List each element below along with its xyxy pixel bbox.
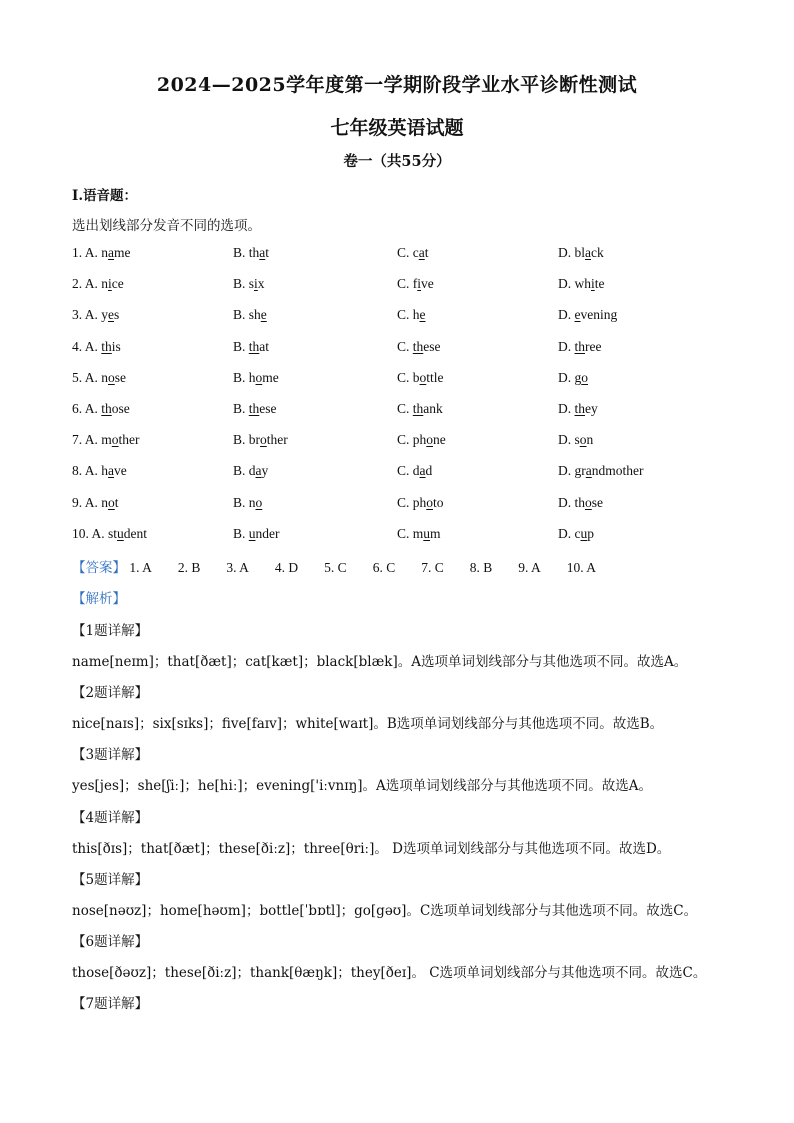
exam-subtitle: 七年级英语试题: [330, 117, 464, 139]
option-label: C.: [397, 307, 410, 323]
underlined-letters: o: [579, 432, 587, 448]
option-label: D.: [558, 245, 572, 260]
word-suffix: ve: [114, 463, 127, 479]
option-label: A.: [84, 307, 98, 323]
option-label: A.: [84, 338, 98, 354]
underlined-letters: o: [426, 494, 434, 510]
word-prefix: n: [101, 494, 109, 510]
question-number: 3.: [72, 307, 83, 323]
question-number: 10.: [72, 525, 89, 541]
answer-item: 1. A: [129, 560, 152, 575]
underlined-letters: a: [108, 245, 115, 260]
option-d: [558, 401, 598, 417]
analysis-label: 【解析】: [72, 591, 126, 607]
answer-line: [72, 556, 596, 576]
detail-text: yes[jes]；she[ʃiː]；he[hiː]；evening['iːvnɪŋ]。A选项单词划线部分与其他选项不同。故选A。: [72, 778, 653, 795]
underlined-letters: o: [426, 432, 434, 448]
option-c: [397, 245, 429, 261]
word-suffix: ese: [423, 338, 441, 354]
answer-label: 【答案】: [72, 560, 126, 576]
word-prefix: ph: [412, 432, 427, 448]
word-prefix: n: [101, 369, 109, 385]
answer-item: 7. C: [421, 560, 444, 575]
question-row: [0, 307, 794, 327]
word-suffix: n: [586, 432, 594, 448]
word-suffix: te: [594, 276, 605, 292]
word-suffix: ce: [111, 276, 124, 292]
word-suffix: d: [425, 463, 433, 479]
option-a: [72, 401, 130, 417]
option-label: C.: [397, 245, 410, 260]
underlined-letters: a: [255, 463, 262, 479]
underlined-letters: o: [581, 369, 588, 385]
word-prefix: st: [108, 525, 118, 541]
word-prefix: h: [412, 307, 420, 323]
option-label: C.: [397, 276, 410, 292]
word-suffix: t: [265, 245, 270, 260]
option-d: [558, 495, 603, 511]
option-a: [72, 432, 140, 448]
word-suffix: s: [114, 307, 120, 323]
word-prefix: gr: [574, 463, 586, 479]
option-label: C.: [397, 494, 410, 510]
word-suffix: ne: [433, 432, 446, 448]
word-suffix: y: [261, 463, 269, 479]
option-a: [72, 276, 124, 292]
word-prefix: th: [574, 494, 586, 510]
option-label: C.: [397, 525, 410, 541]
underlined-letters: i: [254, 276, 258, 292]
underlined-letters: o: [108, 494, 115, 510]
underlined-letters: a: [585, 463, 592, 479]
question-row: [0, 495, 794, 515]
option-label: B.: [233, 369, 246, 385]
underlined-letters: th: [412, 338, 424, 354]
word-suffix: x: [257, 276, 265, 292]
word-suffix: dent: [123, 525, 148, 541]
detail-heading: 【2题详解】: [72, 685, 149, 702]
section-heading: Ⅰ.语音题：: [72, 188, 138, 204]
option-label: A.: [84, 432, 98, 448]
option-label: D.: [558, 276, 572, 292]
word-suffix: se: [114, 369, 127, 385]
underlined-letters: e: [108, 307, 115, 323]
option-label: B.: [233, 494, 246, 510]
word-prefix: n: [248, 494, 256, 510]
word-prefix: s: [248, 276, 255, 292]
word-suffix: at: [259, 338, 270, 354]
word-suffix: t: [114, 494, 119, 510]
word-suffix: nder: [255, 525, 280, 541]
word-suffix: ther: [118, 432, 140, 448]
option-a: [72, 245, 131, 261]
option-c: [397, 339, 441, 355]
word-prefix: f: [412, 276, 418, 292]
word-prefix: c: [574, 525, 581, 541]
question-number: 5.: [72, 369, 83, 385]
word-prefix: m: [412, 525, 424, 541]
question-number: 8.: [72, 463, 83, 479]
word-prefix: b: [412, 369, 420, 385]
detail-text: nose[nəʊz]；home[həʊm]；bottle[ˈbɒtl]；go[gəʊ]。C选项单词划线部分与其他选项不同。故选C。: [72, 902, 698, 919]
word-prefix: d: [248, 463, 256, 479]
word-prefix: th: [248, 245, 260, 260]
question-row: [0, 432, 794, 452]
word-prefix: bl: [574, 245, 586, 260]
option-label: B.: [233, 338, 246, 354]
option-label: C.: [397, 432, 410, 448]
question-number: 6.: [72, 401, 83, 416]
detail-heading: 【5题详解】: [72, 871, 149, 888]
option-b: [233, 432, 288, 448]
answer-item: 10. A: [566, 560, 597, 575]
question-number: 1.: [72, 245, 83, 260]
option-label: D.: [558, 307, 572, 323]
detail-text: those[ðəʊz]；these[ðiːz]；thank[θæŋk]；they[ðeɪ]。 C选项单词划线部分与其他选项不同。故选C。: [72, 965, 707, 981]
word-suffix: ree: [585, 338, 602, 354]
detail-text: nice[naɪs]；six[sɪks]；five[faɪv]；white[waɪt]。B选项单词划线部分与其他选项不同。故选B。: [72, 716, 664, 733]
option-label: B.: [233, 463, 246, 479]
underlined-letters: e: [574, 307, 581, 323]
option-b: [233, 245, 269, 261]
question-row: [0, 245, 794, 265]
detail-text: this[ðɪs]；that[ðæt]；these[ðiːz]；three[θriː]。 D选项单词划线部分与其他选项不同。故选D。: [72, 840, 671, 857]
option-label: C.: [397, 338, 410, 354]
word-suffix: ose: [111, 401, 130, 416]
underlined-letters: th: [248, 338, 260, 354]
word-prefix: g: [574, 369, 582, 385]
option-c: [397, 526, 441, 542]
word-suffix: me: [262, 369, 279, 385]
answer-items: [129, 560, 596, 575]
option-d: [558, 245, 604, 261]
underlined-letters: u: [248, 525, 256, 541]
word-suffix: ther: [266, 432, 288, 448]
option-label: B.: [233, 525, 246, 541]
underlined-letters: a: [418, 245, 425, 260]
option-a: [72, 370, 126, 386]
section-instruction: 选出划线部分发音不同的选项。: [72, 218, 261, 234]
option-d: [558, 370, 588, 386]
word-prefix: wh: [574, 276, 591, 292]
word-suffix: m: [430, 525, 441, 541]
option-a: [72, 526, 147, 542]
word-prefix: n: [101, 245, 109, 260]
word-prefix: n: [101, 276, 109, 292]
word-suffix: ttle: [426, 369, 444, 385]
option-label: B.: [233, 307, 246, 323]
word-prefix: y: [101, 307, 109, 323]
underlined-letters: i: [108, 276, 112, 292]
underlined-letters: th: [574, 401, 586, 416]
answer-item: 4. D: [274, 560, 299, 575]
option-a: [72, 463, 127, 479]
word-prefix: h: [248, 369, 256, 385]
underlined-letters: a: [419, 463, 426, 479]
option-b: [233, 370, 279, 386]
question-number: 7.: [72, 432, 83, 448]
option-label: A.: [84, 401, 98, 416]
option-c: [397, 495, 444, 511]
underlined-letters: th: [101, 401, 112, 416]
word-prefix: c: [412, 245, 419, 260]
answer-item: 6. C: [372, 560, 396, 575]
underlined-letters: o: [111, 432, 119, 448]
underlined-letters: a: [108, 463, 115, 479]
option-label: B.: [233, 432, 246, 448]
option-label: D.: [558, 494, 572, 510]
underlined-letters: th: [248, 401, 260, 416]
word-prefix: br: [248, 432, 261, 448]
option-label: B.: [233, 245, 246, 260]
underlined-letters: o: [255, 494, 263, 510]
option-label: B.: [233, 401, 246, 416]
option-d: [558, 526, 594, 542]
underlined-letters: i: [591, 276, 595, 292]
option-c: [397, 463, 432, 479]
option-label: B.: [233, 276, 246, 292]
answer-item: 2. B: [177, 560, 201, 575]
option-c: [397, 307, 426, 323]
question-number: 4.: [72, 338, 83, 354]
answer-item: 8. B: [469, 560, 493, 575]
word-suffix: to: [433, 494, 444, 510]
word-suffix: ve: [421, 276, 434, 292]
underlined-letters: o: [585, 494, 592, 510]
option-d: [558, 339, 602, 355]
option-d: [558, 307, 617, 323]
option-a: [72, 307, 119, 323]
option-d: [558, 276, 605, 292]
detail-text: name[neɪm]；that[ðæt]；cat[kæt]；black[blæk]。A选项单词划线部分与其他选项不同。故选A。: [72, 654, 688, 670]
word-suffix: is: [111, 338, 121, 354]
word-prefix: ph: [412, 494, 427, 510]
word-prefix: h: [101, 463, 109, 479]
underlined-letters: th: [412, 401, 424, 416]
word-suffix: ndmother: [591, 463, 644, 479]
option-label: D.: [558, 525, 572, 541]
option-label: D.: [558, 369, 572, 385]
answer-item: 9. A: [518, 560, 541, 575]
underlined-letters: e: [260, 307, 267, 323]
option-label: A.: [84, 494, 98, 510]
volume-label: 卷一（共55分）: [343, 153, 451, 170]
option-b: [233, 401, 277, 417]
underlined-letters: o: [255, 369, 263, 385]
underlined-letters: u: [423, 525, 431, 541]
word-prefix: m: [101, 432, 112, 448]
word-suffix: ey: [585, 401, 598, 416]
option-b: [233, 526, 280, 542]
question-number: 9.: [72, 494, 83, 510]
word-suffix: me: [114, 245, 131, 260]
option-label: A.: [84, 245, 98, 260]
option-b: [233, 307, 267, 323]
option-b: [233, 495, 262, 511]
option-label: D.: [558, 401, 572, 416]
answer-item: 5. C: [324, 560, 347, 575]
detail-heading: 【7题详解】: [72, 996, 149, 1013]
exam-title: 2024—2025学年度第一学期阶段学业水平诊断性测试: [156, 74, 638, 96]
option-d: [558, 463, 644, 479]
underlined-letters: a: [585, 245, 592, 260]
detail-heading: 【1题详解】: [72, 623, 149, 639]
option-label: D.: [558, 338, 572, 354]
option-label: A.: [91, 525, 105, 541]
question-row: [0, 463, 794, 483]
word-suffix: p: [587, 525, 594, 541]
word-suffix: ese: [259, 401, 277, 416]
detail-heading: 【4题详解】: [72, 809, 149, 826]
option-a: [72, 339, 121, 355]
option-label: C.: [397, 401, 410, 416]
option-c: [397, 401, 443, 417]
question-row: [0, 276, 794, 296]
underlined-letters: i: [417, 276, 422, 292]
word-prefix: sh: [248, 307, 261, 323]
question-row: [0, 339, 794, 359]
underlined-letters: th: [574, 338, 586, 354]
question-row: [0, 401, 794, 421]
underlined-letters: o: [419, 369, 427, 385]
answer-item: 3. A: [226, 560, 249, 575]
option-label: A.: [84, 369, 98, 385]
underlined-letters: u: [580, 525, 588, 541]
option-c: [397, 432, 446, 448]
option-b: [233, 339, 269, 355]
detail-heading: 【6题详解】: [72, 934, 149, 950]
option-label: A.: [84, 276, 98, 292]
option-b: [233, 463, 268, 479]
option-c: [397, 276, 434, 292]
option-c: [397, 370, 444, 386]
word-suffix: se: [591, 494, 604, 510]
underlined-letters: o: [260, 432, 267, 448]
option-label: D.: [558, 432, 572, 448]
option-label: C.: [397, 369, 410, 385]
word-suffix: vening: [580, 307, 618, 323]
option-label: C.: [397, 463, 410, 479]
question-row: [0, 526, 794, 546]
underlined-letters: u: [117, 525, 124, 541]
option-a: [72, 495, 119, 511]
option-d: [558, 432, 593, 448]
option-label: D.: [558, 463, 572, 479]
question-number: 2.: [72, 276, 83, 292]
detail-heading: 【3题详解】: [72, 747, 149, 764]
word-suffix: t: [424, 245, 429, 260]
word-prefix: s: [574, 432, 580, 448]
underlined-letters: a: [259, 245, 266, 260]
question-row: [0, 370, 794, 390]
underlined-letters: th: [101, 338, 112, 354]
word-suffix: ck: [591, 245, 604, 260]
option-label: A.: [84, 463, 98, 479]
underlined-letters: e: [419, 307, 426, 323]
option-b: [233, 276, 265, 292]
word-suffix: ank: [423, 401, 443, 416]
underlined-letters: o: [108, 369, 115, 385]
word-prefix: d: [412, 463, 420, 479]
